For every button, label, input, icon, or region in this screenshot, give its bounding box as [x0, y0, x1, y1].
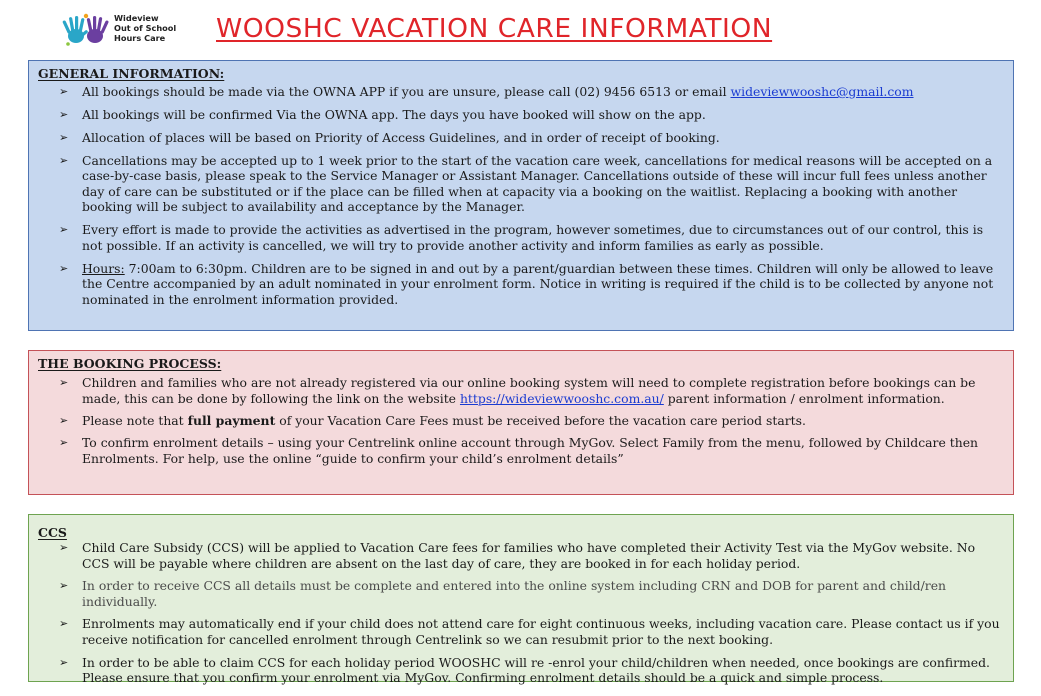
list-item	[38, 375, 1003, 406]
arrow-bullet-icon: ➢	[59, 153, 69, 167]
item-text: 7:00am to 6:30pm. Children are to be signed in and out by a parent/guardian between these times. Children will only be allowed to leave the Centre accompanied by an adult nominated in your enrolment form. Notice in writing is required if the child is to be collected by anyone not nominated in the enrolment information provided.	[82, 260, 994, 308]
item-label: Hours:	[82, 260, 125, 276]
logo-line: Out of School	[114, 23, 177, 33]
arrow-bullet-icon: ➢	[59, 655, 69, 669]
general-information-section	[28, 60, 1014, 331]
item-text: In order to be able to claim CCS for each holiday period WOOSHC will re -enrol your child/children when needed, once bookings are confirmed. Please ensure that you confirm your enrolment via MyGov. Confirming enrolment details should be a quick and simple process.	[82, 654, 990, 686]
arrow-bullet-icon: ➢	[59, 376, 69, 389]
item-text: All bookings will be confirmed Via the OWNA app. The days you have booked will show on the app.	[82, 106, 706, 122]
item-emphasis: full payment	[187, 412, 276, 428]
arrow-bullet-icon: ➢	[59, 107, 69, 121]
item-text: Children and families who are not already registered via our online booking system will need to complete registration before bookings can be made, this can be done by following the link on the website	[82, 375, 976, 406]
page-title: WOOSHC VACATION CARE INFORMATION	[216, 14, 773, 44]
item-text: Please note that	[82, 412, 188, 428]
arrow-bullet-icon: ➢	[59, 435, 69, 449]
item-text: Child Care Subsidy (CCS) will be applied to Vacation Care fees for families who have completed their Activity Test via the MyGov website. No CCS will be payable where children are absent on the last day of care, they are booked in for each holiday period.	[82, 540, 976, 571]
list-item	[38, 540, 1003, 571]
list-item	[38, 153, 1003, 215]
list-item	[38, 130, 1003, 146]
logo	[62, 10, 202, 50]
section-heading: THE BOOKING PROCESS:	[38, 356, 222, 371]
arrow-bullet-icon: ➢	[59, 130, 69, 144]
item-text: of your Vacation Care Fees must be received before the vacation care period starts.	[275, 412, 806, 428]
booking-list	[38, 375, 1003, 466]
list-item	[38, 107, 1003, 123]
item-text: In order to receive CCS all details must be complete and entered into the online system including CRN and DOB for parent and child/ren individually.	[82, 578, 947, 609]
list-item	[38, 578, 1003, 609]
list-item	[38, 616, 1003, 647]
booking-process-section	[28, 350, 1014, 495]
header	[0, 0, 1041, 56]
logo-line: Hours Care	[114, 33, 166, 43]
arrow-bullet-icon: ➢	[59, 413, 69, 427]
item-text: Allocation of places will be based on Priority of Access Guidelines, and in order of receipt of booking.	[82, 129, 720, 145]
item-text: Every effort is made to provide the activities as advertised in the program, however sometimes, due to circumstances out of our control, this is not possible. If an activity is cancelled, we will try to provide another activity and inform families as early as possible.	[82, 222, 984, 253]
website-link[interactable]: https://wideviewwooshc.com.au/	[459, 390, 664, 406]
logo-line: Wideview	[114, 13, 159, 23]
list-item	[38, 261, 1003, 308]
logo-text	[114, 13, 176, 43]
item-text: To confirm enrolment details – using your Centrelink online account through MyGov. Select Family from the menu, followed by Childcare then Enrolments. For help, use the online “guide to confirm your child’s enrolment details”	[82, 434, 979, 466]
arrow-bullet-icon: ➢	[59, 617, 69, 631]
item-text: Cancellations may be accepted up to 1 week prior to the start of the vacation care week, cancellations for medical reasons will be accepted on a case-by-case basis, please speak to the Service Manager or Assistant Manager. Cancellations outside of these will incur full fees unless another day of care can be substituted or if the place can be filled when at capacity via a booking on the waitlist. Replacing a booking with another booking will be subject to availability and acceptance by the Manager.	[82, 152, 993, 215]
hands-logo-icon	[62, 12, 110, 48]
list-item	[38, 222, 1003, 253]
arrow-bullet-icon: ➢	[59, 261, 69, 275]
general-list	[38, 84, 1003, 308]
arrow-bullet-icon: ➢	[59, 223, 69, 237]
item-text: Enrolments may automatically end if your child does not attend care for eight continuous weeks, including vacation care. Please contact us if you receive notification for cancelled enrolment through Centrelink so we can resubmit prior to the next booking.	[82, 616, 1000, 647]
arrow-bullet-icon: ➢	[59, 579, 69, 593]
arrow-bullet-icon: ➢	[59, 85, 69, 98]
item-text: parent information / enrolment information.	[663, 390, 945, 406]
list-item	[38, 655, 1003, 686]
list-item	[38, 413, 1003, 429]
ccs-list	[38, 540, 1003, 686]
arrow-bullet-icon: ➢	[59, 541, 69, 554]
section-heading: GENERAL INFORMATION:	[38, 66, 225, 81]
item-text: All bookings should be made via the OWNA APP if you are unsure, please call (02) 9456 6513 or email	[82, 84, 731, 99]
email-link[interactable]: wideviewwooshc@gmail.com	[730, 84, 914, 99]
ccs-section	[28, 514, 1014, 686]
list-item	[38, 84, 1003, 100]
list-item	[38, 435, 1003, 466]
section-heading: CCS	[38, 525, 67, 540]
